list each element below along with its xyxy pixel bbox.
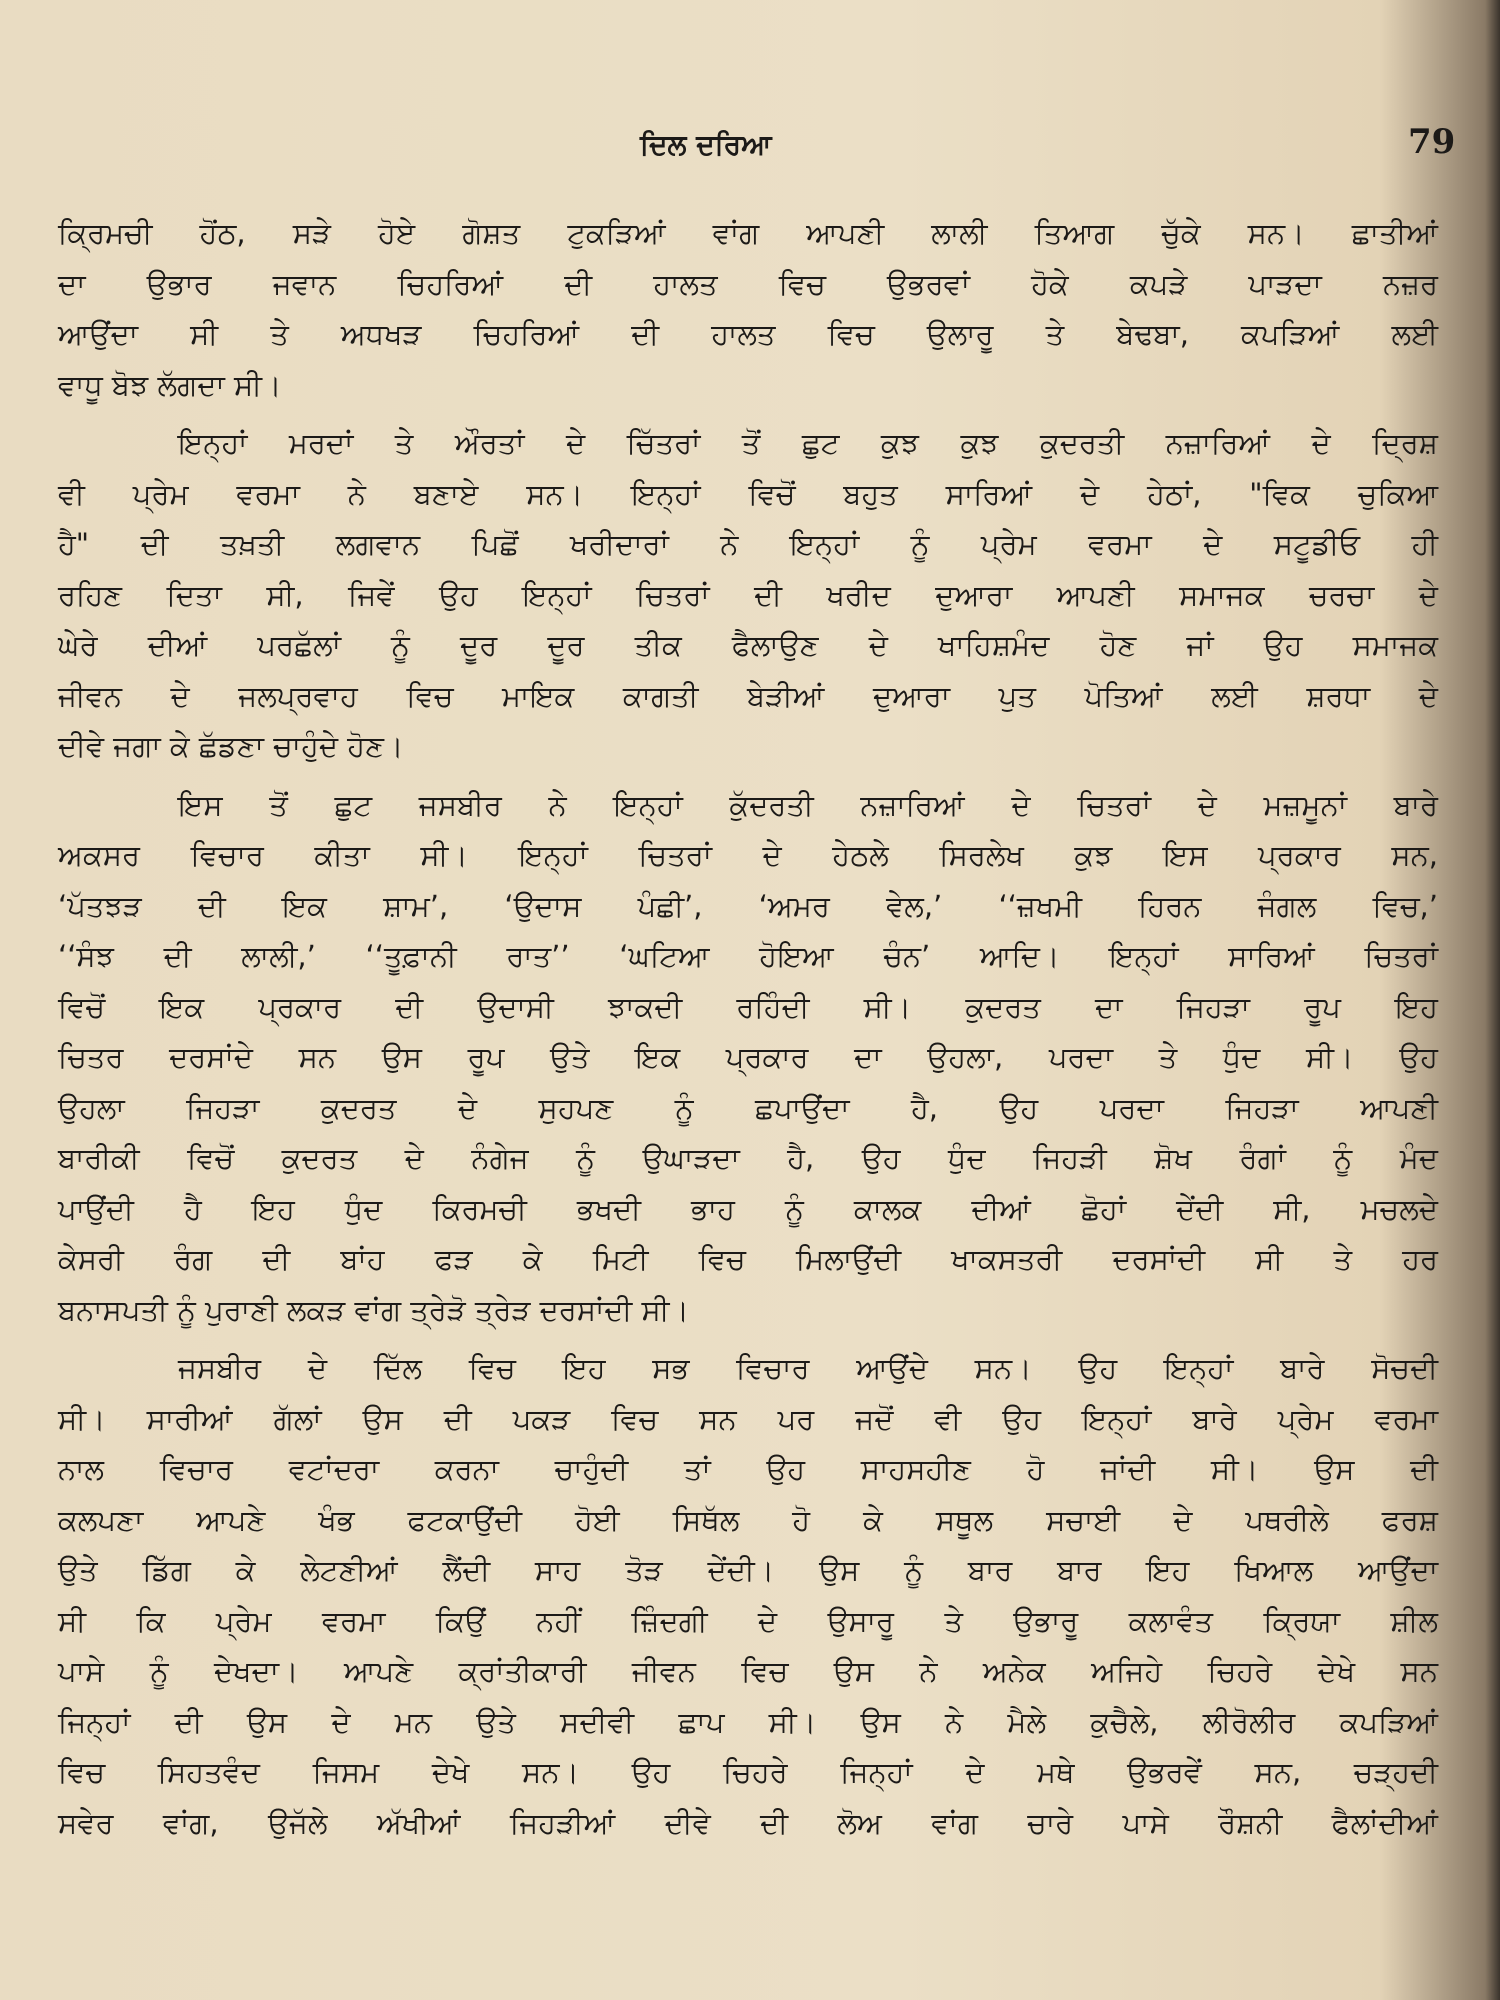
text-line: ਉਤੇ ਡਿੱਗ ਕੇ ਲੇਟਣੀਆਂ ਲੈਂਦੀ ਸਾਹ ਤੋੜ ਦੇਂਦੀ। ਉਸ ਨੂੰ ਬਾਰ ਬਾਰ ਇਹ ਖਿਆਲ ਆਉਂਦਾ — [58, 1553, 1438, 1587]
paragraph — [58, 418, 1438, 772]
text-line: ਇਨ੍ਹਾਂ ਮਰਦਾਂ ਤੇ ਔਰਤਾਂ ਦੇ ਚਿੱਤਰਾਂ ਤੋਂ ਛੁਟ ਕੁਝ ਕੁਝ ਕੁਦਰਤੀ ਨਜ਼ਾਰਿਆਂ ਦੇ ਦ੍ਰਿਸ਼ — [178, 426, 1438, 460]
text-line: ਹੈ" ਦੀ ਤਖ਼ਤੀ ਲਗਵਾਨ ਪਿਛੋਂ ਖਰੀਦਾਰਾਂ ਨੇ ਇਨ੍ਹਾਂ ਨੂੰ ਪ੍ਰੇਮ ਵਰਮਾ ਦੇ ਸਟੂਡੀਓ ਹੀ — [58, 527, 1438, 561]
text-line: ਪਾਉਂਦੀ ਹੈ ਇਹ ਧੁੰਦ ਕਿਰਮਚੀ ਭਖਦੀ ਭਾਹ ਨੂੰ ਕਾਲਕ ਦੀਆਂ ਛੋਹਾਂ ਦੇਂਦੀ ਸੀ, ਮਚਲਦੇ — [58, 1191, 1438, 1226]
text-line: ਇਸ ਤੋਂ ਛੁਟ ਜਸਬੀਰ ਨੇ ਇਨ੍ਹਾਂ ਕੁੱਦਰਤੀ ਨਜ਼ਾਰਿਆਂ ਦੇ ਚਿਤਰਾਂ ਦੇ ਮਜ਼ਮੂਨਾਂ ਬਾਰੇ — [178, 787, 1438, 822]
text-line: ਕਲਪਣਾ ਆਪਣੇ ਖੰਭ ਫਟਕਾਉਂਦੀ ਹੋਈ ਸਿਥੱਲ ਹੋ ਕੇ ਸਥੂਲ ਸਚਾਈ ਦੇ ਪਥਰੀਲੇ ਫਰਸ਼ — [58, 1502, 1438, 1537]
text-line: ਦਾ ਉਭਾਰ ਜਵਾਨ ਚਿਹਰਿਆਂ ਦੀ ਹਾਲਤ ਵਿਚ ਉਭਰਵਾਂ ਹੋਕੇ ਕਪੜੇ ਪਾੜਦਾ ਨਜ਼ਰ — [58, 266, 1438, 301]
text-line: ਆਉਂਦਾ ਸੀ ਤੇ ਅਧਖੜ ਚਿਹਰਿਆਂ ਦੀ ਹਾਲਤ ਵਿਚ ਉਲਾਰੂ ਤੇ ਬੇਢਬਾ, ਕਪੜਿਆਂ ਲਈ — [58, 317, 1438, 351]
paragraph — [58, 1343, 1438, 1848]
text-line: ਦੀਵੇ ਜਗਾ ਕੇ ਛੱਡਣਾ ਚਾਹੁੰਦੇ ਹੋਣ। — [58, 729, 404, 763]
paragraph — [58, 208, 1438, 410]
page-number: 79 — [1408, 122, 1456, 162]
text-line: ਸੀ। ਸਾਰੀਆਂ ਗੱਲਾਂ ਉਸ ਦੀ ਪਕੜ ਵਿਚ ਸਨ ਪਰ ਜਦੋਂ ਵੀ ਉਹ ਇਨ੍ਹਾਂ ਬਾਰੇ ਪ੍ਰੇਮ ਵਰਮਾ — [58, 1401, 1438, 1436]
text-line: ਜਸਬੀਰ ਦੇ ਦਿੱਲ ਵਿਚ ਇਹ ਸਭ ਵਿਚਾਰ ਆਉਂਦੇ ਸਨ। ਉਹ ਇਨ੍ਹਾਂ ਬਾਰੇ ਸੋਚਦੀ — [178, 1351, 1438, 1385]
text-line: ਬਨਾਸਪਤੀ ਨੂੰ ਪੁਰਾਣੀ ਲਕੜ ਵਾਂਗ ਤ੍ਰੇੜੋ ਤ੍ਰੇੜ ਦਰਸਾਂਦੀ ਸੀ। — [58, 1292, 690, 1327]
text-line: ਕ੍ਰਿਮਚੀ ਹੋਂਠ, ਸੜੇ ਹੋਏ ਗੋਸ਼ਤ ਟੁਕੜਿਆਂ ਵਾਂਗ ਆਪਣੀ ਲਾਲੀ ਤਿਆਗ ਚੁੱਕੇ ਸਨ। ਛਾਤੀਆਂ — [58, 216, 1438, 250]
text-line: ‘‘ਸੰਝ ਦੀ ਲਾਲੀ,’ ‘‘ਤੂਫ਼ਾਨੀ ਰਾਤ’’ ‘ਘਟਿਆ ਹੋਇਆ ਚੰਨ’ ਆਦਿ। ਇਨ੍ਹਾਂ ਸਾਰਿਆਂ ਚਿਤਰਾਂ — [58, 939, 1438, 973]
running-title: ਦਿਲ ਦਰਿਆ — [640, 128, 772, 161]
paragraph — [58, 780, 1438, 1336]
text-line: ‘ਪੱਤਝੜ ਦੀ ਇਕ ਸ਼ਾਮ’, ‘ਉਦਾਸ ਪੰਛੀ’, ‘ਅਮਰ ਵੇਲ,’ ‘‘ਜ਼ਖਮੀ ਹਿਰਨ ਜੰਗਲ ਵਿਚ,’ — [58, 888, 1438, 923]
text-line: ਰਹਿਣ ਦਿਤਾ ਸੀ, ਜਿਵੇਂ ਉਹ ਇਨ੍ਹਾਂ ਚਿਤਰਾਂ ਦੀ ਖਰੀਦ ਦੁਆਰਾ ਆਪਣੀ ਸਮਾਜਕ ਚਰਚਾ ਦੇ — [58, 577, 1438, 612]
text-line: ਵਿਚੋਂ ਇਕ ਪ੍ਰਕਾਰ ਦੀ ਉਦਾਸੀ ਝਾਕਦੀ ਰਹਿੰਦੀ ਸੀ। ਕੁਦਰਤ ਦਾ ਜਿਹੜਾ ਰੂਪ ਇਹ — [58, 989, 1438, 1024]
text-line: ਪਾਸੇ ਨੂੰ ਦੇਖਦਾ। ਆਪਣੇ ਕ੍ਰਾਂਤੀਕਾਰੀ ਜੀਵਨ ਵਿਚ ਉਸ ਨੇ ਅਨੇਕ ਅਜਿਹੇ ਚਿਹਰੇ ਦੇਖੇ ਸਨ — [58, 1654, 1438, 1688]
text-line: ਨਾਲ ਵਿਚਾਰ ਵਟਾਂਦਰਾ ਕਰਨਾ ਚਾਹੁੰਦੀ ਤਾਂ ਉਹ ਸਾਹਸਹੀਣ ਹੋ ਜਾਂਦੀ ਸੀ। ਉਸ ਦੀ — [58, 1452, 1438, 1486]
text-line: ਚਿਤਰ ਦਰਸਾਂਦੇ ਸਨ ਉਸ ਰੂਪ ਉਤੇ ਇਕ ਪ੍ਰਕਾਰ ਦਾ ਉਹਲਾ, ਪਰਦਾ ਤੇ ਧੁੰਦ ਸੀ। ਉਹ — [58, 1040, 1438, 1074]
text-line: ਸੀ ਕਿ ਪ੍ਰੇਮ ਵਰਮਾ ਕਿਉਂ ਨਹੀਂ ਜ਼ਿੰਦਗੀ ਦੇ ਉਸਾਰੂ ਤੇ ਉਭਾਰੂ ਕਲਾਵੰਤ ਕ੍ਰਿਯਾ ਸ਼ੀਲ — [58, 1603, 1438, 1638]
text-line: ਉਹਲਾ ਜਿਹੜਾ ਕੁਦਰਤ ਦੇ ਸੁਹਪਣ ਨੂੰ ਛਪਾਉਂਦਾ ਹੈ, ਉਹ ਪਰਦਾ ਜਿਹੜਾ ਆਪਣੀ — [58, 1090, 1438, 1125]
page-header — [0, 122, 1500, 168]
text-line: ਵੀ ਪ੍ਰੇਮ ਵਰਮਾ ਨੇ ਬਣਾਏ ਸਨ। ਇਨ੍ਹਾਂ ਵਿਚੋਂ ਬਹੁਤ ਸਾਰਿਆਂ ਦੇ ਹੇਠਾਂ, "ਵਿਕ ਚੁਕਿਆ — [58, 476, 1438, 511]
text-line: ਘੇਰੇ ਦੀਆਂ ਪਰਛੱਲਾਂ ਨੂੰ ਦੂਰ ਦੂਰ ਤੀਕ ਫੈਲਾਉਣ ਦੇ ਖਾਹਿਸ਼ਮੰਦ ਹੋਣ ਜਾਂ ਉਹ ਸਮਾਜਕ — [58, 628, 1438, 662]
text-line: ਜਿਨ੍ਹਾਂ ਦੀ ਉਸ ਦੇ ਮਨ ਉਤੇ ਸਦੀਵੀ ਛਾਪ ਸੀ। ਉਸ ਨੇ ਮੈਲੇ ਕੁਚੈਲੇ, ਲੀਰੋਲੀਰ ਕਪੜਿਆਂ — [58, 1704, 1438, 1739]
text-line: ਵਿਚ ਸਿਹਤਵੰਦ ਜਿਸਮ ਦੇਖੇ ਸਨ। ਉਹ ਚਿਹਰੇ ਜਿਨ੍ਹਾਂ ਦੇ ਮਥੇ ਉਭਰਵੇਂ ਸਨ, ਚੜ੍ਹਦੀ — [58, 1755, 1438, 1789]
text-line: ਸਵੇਰ ਵਾਂਗ, ਉਜੱਲੇ ਅੱਖੀਆਂ ਜਿਹੜੀਆਂ ਦੀਵੇ ਦੀ ਲੋਅ ਵਾਂਗ ਚਾਰੇ ਪਾਸੇ ਰੌਸ਼ਨੀ ਫੈਲਾਂਦੀਆਂ — [58, 1805, 1438, 1840]
page-body — [58, 208, 1438, 1856]
text-line: ਬਾਰੀਕੀ ਵਿਚੋਂ ਕੁਦਰਤ ਦੇ ਨੰਗੇਜ ਨੂੰ ਉਘਾੜਦਾ ਹੈ, ਉਹ ਧੁੰਦ ਜਿਹੜੀ ਸ਼ੋਖ ਰੰਗਾਂ ਨੂੰ ਮੰਦ — [58, 1141, 1438, 1175]
text-line: ਅਕਸਰ ਵਿਚਾਰ ਕੀਤਾ ਸੀ। ਇਨ੍ਹਾਂ ਚਿਤਰਾਂ ਦੇ ਹੇਠਲੇ ਸਿਰਲੇਖ ਕੁਝ ਇਸ ਪ੍ਰਕਾਰ ਸਨ, — [58, 838, 1438, 872]
text-line: ਵਾਧੂ ਬੋਝ ਲੱਗਦਾ ਸੀ। — [58, 367, 282, 402]
text-line: ਜੀਵਨ ਦੇ ਜਲਪ੍ਰਵਾਹ ਵਿਚ ਮਾਇਕ ਕਾਗਤੀ ਬੇੜੀਆਂ ਦੁਆਰਾ ਪੁਤ ਪੋਤਿਆਂ ਲਈ ਸ਼ਰਧਾ ਦੇ — [58, 678, 1438, 713]
text-line: ਕੇਸਰੀ ਰੰਗ ਦੀ ਬਾਂਹ ਫੜ ਕੇ ਮਿਟੀ ਵਿਚ ਮਿਲਾਉਂਦੀ ਖਾਕਸਤਰੀ ਦਰਸਾਂਦੀ ਸੀ ਤੇ ਹਰ — [58, 1242, 1438, 1276]
